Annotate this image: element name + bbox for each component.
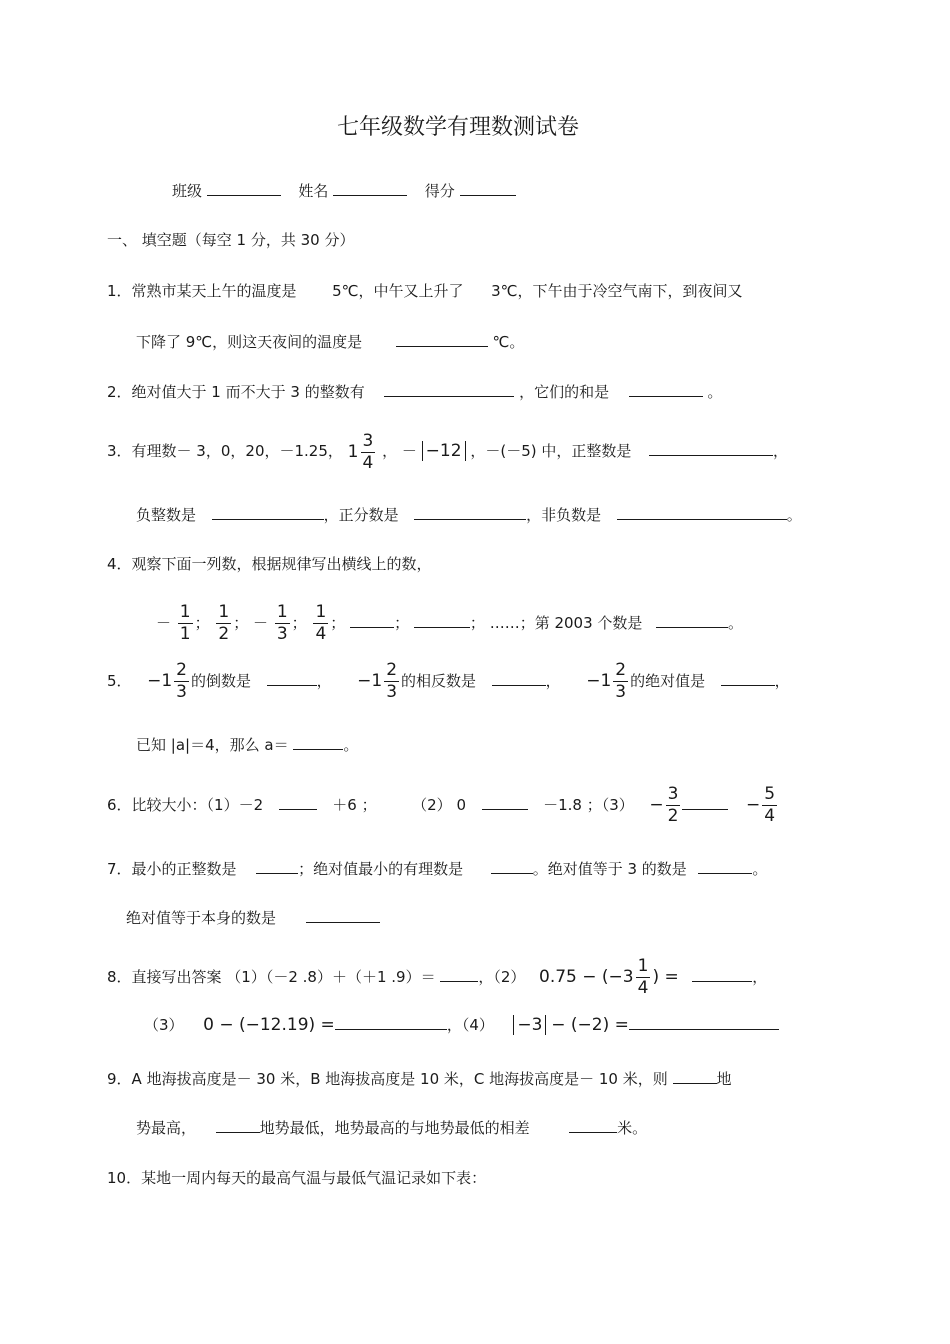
- q1-text-b: 5℃，中午又上升了: [332, 282, 464, 300]
- q9-text-e: 米。: [617, 1119, 648, 1137]
- q7-text-c: 。绝对值等于 3 的数是: [532, 860, 687, 878]
- class-label: 班级: [172, 182, 203, 200]
- q3-absolute-value: −12: [422, 441, 466, 461]
- q2-integers-blank[interactable]: [384, 381, 514, 397]
- q7-abs-three-blank[interactable]: [698, 858, 752, 874]
- q7-text-e: 绝对值等于本身的数是: [126, 909, 277, 927]
- q9-text-d: 地势最低，地势最高的与地势最低的相差: [259, 1119, 530, 1137]
- q8-answer-1-blank[interactable]: [440, 966, 478, 982]
- q5-text-d: 已知 |a|＝4，那么 a＝: [136, 736, 289, 754]
- q9-highest-blank[interactable]: [673, 1068, 717, 1084]
- q3-mixed-number: [348, 427, 378, 477]
- q4-blank-6[interactable]: [414, 612, 470, 628]
- question-7-line-1: [107, 858, 767, 879]
- q6-fraction-1: $\frac{3}{2}$: [667, 784, 679, 826]
- question-3-line-1: [107, 426, 788, 477]
- q2-sum-blank[interactable]: [629, 381, 703, 397]
- q9-text-b: 地: [716, 1070, 732, 1088]
- score-label: 得分: [424, 182, 455, 200]
- q3-positive-integers-blank[interactable]: [649, 440, 773, 456]
- q3-mixed-denominator: 4: [362, 452, 374, 473]
- q5-a-value-blank[interactable]: [293, 734, 343, 750]
- q8-expression-2-fraction: $\frac{1}{4}$: [637, 956, 649, 998]
- q5-whole-2: −1: [357, 671, 383, 691]
- q5-fraction-2: $\frac{2}{3}$: [386, 660, 398, 702]
- q5-whole-3: −1: [586, 671, 612, 691]
- q6-fraction-2: $\frac{5}{4}$: [764, 784, 776, 826]
- q8-text-d: （3）: [144, 1016, 184, 1034]
- q6-minus-2: −: [746, 795, 761, 815]
- q5-text-e: 。: [343, 736, 359, 754]
- q6-text-c: （2） 0: [412, 796, 466, 814]
- q4-minus-1: －: [156, 614, 172, 632]
- q5-text-a: 的倒数是: [191, 672, 252, 690]
- q7-text-b: ；绝对值最小的有理数是: [298, 860, 464, 878]
- q8-text-a: 8．直接写出答案 （1）（－2 .8）＋（＋1 .9）＝: [107, 968, 436, 986]
- q5-absolute-blank[interactable]: [721, 670, 775, 686]
- question-1-line-2: [136, 331, 524, 352]
- q5-reciprocal-blank[interactable]: [267, 670, 317, 686]
- q8-expression-4: − (−2) =: [551, 1015, 629, 1035]
- q8-answer-3-blank[interactable]: [335, 1014, 447, 1030]
- q4-term-1: $\frac{1}{1}$: [179, 602, 191, 644]
- q3-text-e: 负整数是: [136, 506, 197, 524]
- q8-expression-2a: 0.75 − (−3: [539, 967, 634, 987]
- question-7-line-2: [126, 907, 380, 928]
- q2-text-b: ，它们的和是: [519, 383, 610, 401]
- q6-compare-2-blank[interactable]: [482, 794, 528, 810]
- name-label: 姓名: [298, 182, 329, 200]
- q4-sep-3: ；: [291, 614, 307, 632]
- q8-expression-2b: ) =: [652, 967, 679, 987]
- q8-text-b: ，（2）: [478, 968, 526, 986]
- question-4-sequence: [156, 598, 743, 648]
- q5-comma-3: ，: [774, 672, 790, 690]
- q2-text-a: 2．绝对值大于 1 而不大于 3 的整数有: [107, 383, 365, 401]
- q6-text-d: －1.8 ；（3）: [543, 796, 634, 814]
- q3-text-f: ，正分数是: [323, 506, 399, 524]
- q5-text-c: 的绝对值是: [630, 672, 706, 690]
- q8-absolute-value-4: −3: [513, 1015, 546, 1035]
- q8-text-c: ，: [752, 968, 768, 986]
- q3-mixed-numerator: 3: [362, 430, 374, 451]
- student-info-line: [172, 180, 516, 201]
- question-10: 10．某地一周内每天的最高气温与最低气温记录如下表：: [107, 1169, 487, 1187]
- q3-non-negative-blank[interactable]: [617, 504, 787, 520]
- q4-text-c: 。: [727, 614, 743, 632]
- q5-number: 5．: [107, 672, 132, 690]
- q6-minus-1: −: [649, 795, 664, 815]
- q7-text-a: 7．最小的正整数是: [107, 860, 237, 878]
- q4-term-4: $\frac{1}{4}$: [315, 602, 327, 644]
- q4-2003rd-blank[interactable]: [656, 612, 728, 628]
- section-heading: 一、 填空题（每空 1 分，共 30 分）: [107, 231, 355, 249]
- q5-comma-1: ，: [316, 672, 332, 690]
- question-9-line-2: [136, 1117, 647, 1138]
- q5-comma-2: ，: [545, 672, 561, 690]
- q8-text-e: ，（4）: [446, 1016, 494, 1034]
- q9-text-c: 势最高，: [136, 1119, 197, 1137]
- q3-text-a: 3．有理数－ 3，0，20，－1.25，: [107, 442, 343, 460]
- q4-sep-6: ；: [469, 614, 485, 632]
- q6-text-a: 6．比较大小：（1）－2: [107, 796, 264, 814]
- q5-fraction-1: $\frac{2}{3}$: [176, 660, 187, 702]
- q3-text-g: ，非负数是: [526, 506, 602, 524]
- q7-text-d: 。: [752, 860, 768, 878]
- q3-text-b: ， －: [382, 442, 417, 460]
- q5-fraction-3: $\frac{2}{3}$: [615, 660, 627, 702]
- question-3-line-2: [136, 504, 802, 525]
- q4-term-3: $\frac{1}{3}$: [276, 602, 288, 644]
- page-title: 七年级数学有理数测试卷: [337, 115, 580, 140]
- q6-compare-1-blank[interactable]: [279, 794, 317, 810]
- q3-text-d: ，: [772, 442, 788, 460]
- q4-blank-5[interactable]: [350, 612, 394, 628]
- q2-text-c: 。: [707, 383, 723, 401]
- question-2: [107, 381, 722, 402]
- q7-abs-self-blank[interactable]: [306, 907, 380, 923]
- q9-difference-blank[interactable]: [569, 1117, 617, 1133]
- question-6: [107, 780, 779, 830]
- question-1-line-1: [107, 281, 742, 301]
- q8-answer-2-blank[interactable]: [692, 966, 752, 982]
- q9-lowest-blank[interactable]: [216, 1117, 260, 1133]
- question-9-line-1: [107, 1068, 732, 1089]
- q3-negative-integers-blank[interactable]: [212, 504, 324, 520]
- q7-smallest-abs-blank[interactable]: [491, 858, 533, 874]
- q4-sep-4: ；: [330, 614, 346, 632]
- q1-answer-blank[interactable]: [396, 331, 488, 347]
- q3-text-c: ，－(－5) 中，正整数是: [470, 442, 632, 460]
- name-blank[interactable]: [333, 180, 407, 196]
- q4-text-b: ……；第 2003 个数是: [489, 614, 643, 632]
- question-8-line-2: [144, 1014, 779, 1035]
- q5-text-b: 的相反数是: [401, 672, 477, 690]
- q6-text-b: ＋6 ；: [332, 796, 377, 814]
- q4-sep-5: ；: [394, 614, 410, 632]
- question-4-line-1: 4．观察下面一列数，根据规律写出横线上的数，: [107, 555, 432, 573]
- q1-text-a: 1．常熟市某天上午的温度是: [107, 282, 297, 300]
- q3-text-h: 。: [786, 506, 802, 524]
- q4-minus-3: －: [253, 614, 269, 632]
- q5-whole-1: −1: [147, 671, 173, 691]
- q1-text-e: ℃。: [492, 333, 525, 351]
- q8-expression-3: 0 − (−12.19) =: [203, 1015, 335, 1035]
- q1-text-c: 3℃，下午由于冷空气南下，到夜间又: [491, 282, 743, 300]
- q8-answer-4-blank[interactable]: [629, 1014, 779, 1030]
- question-8-line-1: [107, 952, 767, 1002]
- question-5-line-2: [136, 734, 358, 755]
- q5-opposite-blank[interactable]: [492, 670, 546, 686]
- score-blank[interactable]: [460, 180, 516, 196]
- q3-positive-fractions-blank[interactable]: [414, 504, 526, 520]
- q4-term-2: $\frac{1}{2}$: [218, 602, 230, 644]
- class-blank[interactable]: [207, 180, 281, 196]
- q3-mixed-whole: 1: [347, 441, 359, 462]
- question-5-line-1: [107, 656, 790, 706]
- q9-text-a: 9．A 地海拔高度是－ 30 米，B 地海拔高度是 10 米，C 地海拔高度是－ 10 米，则: [107, 1070, 668, 1088]
- q1-text-d: 下降了 9℃，则这天夜间的温度是: [136, 333, 363, 351]
- q6-compare-3-blank[interactable]: [682, 794, 728, 810]
- q7-smallest-positive-blank[interactable]: [256, 858, 298, 874]
- q4-sep-1: ；: [194, 614, 210, 632]
- q4-sep-2: ；: [233, 614, 249, 632]
